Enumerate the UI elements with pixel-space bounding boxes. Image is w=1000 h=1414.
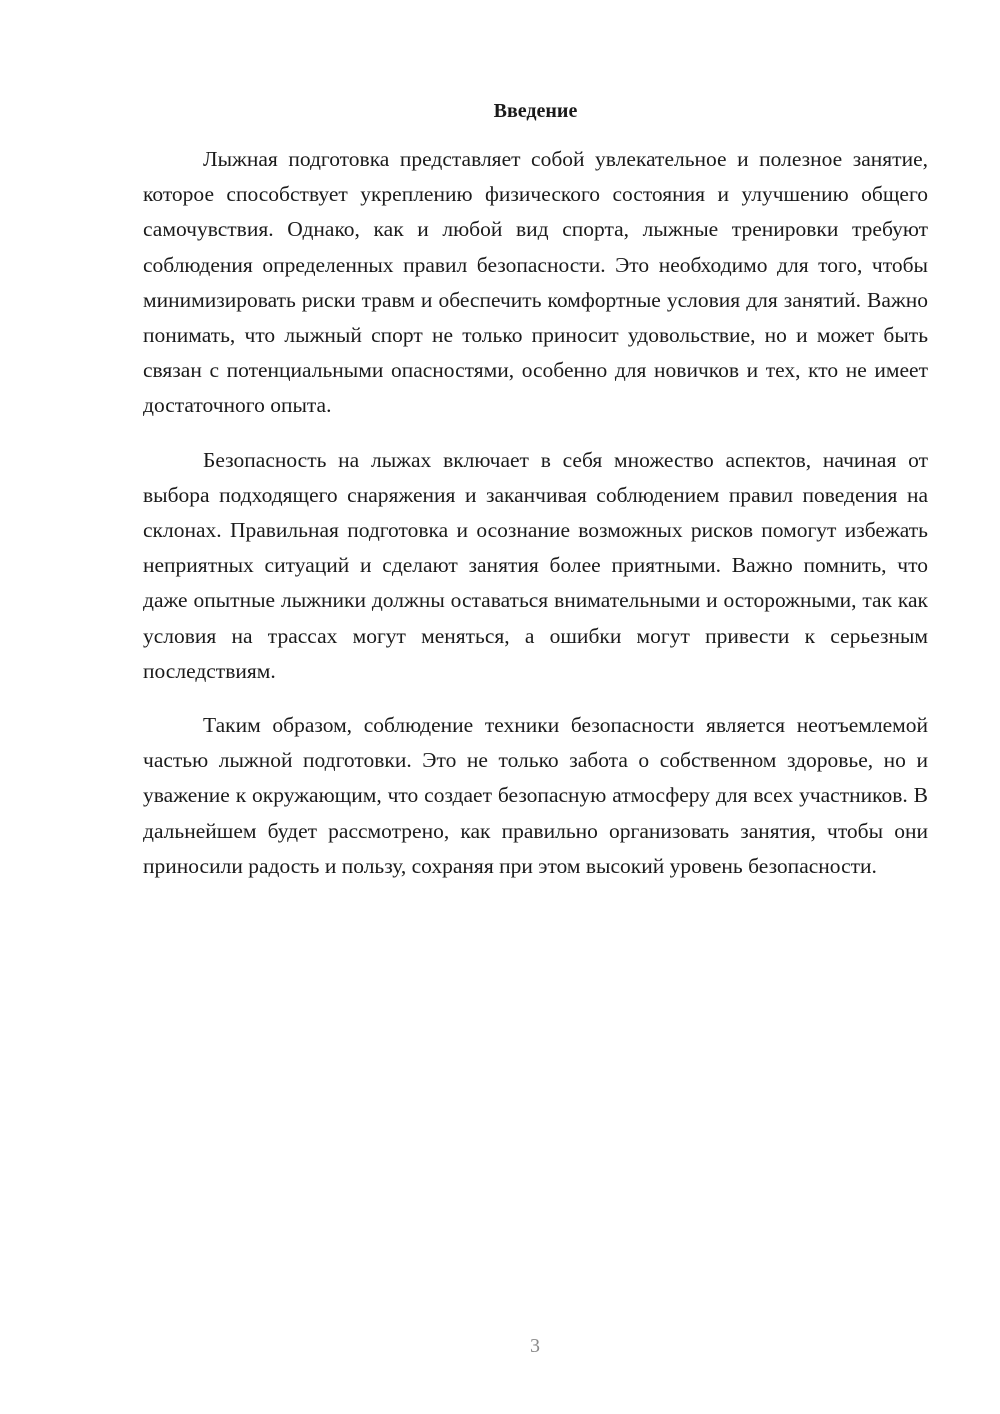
paragraph-introduction: Лыжная подготовка представляет собой увлекательное и полезное занятие, которое способствует укреплению физического состояния и улучшению общего самочувствия. Однако, как и любой вид спорта, лыжные тренировки требуют соблюдения определенных правил безопасности. Это необходимо для того, чтобы минимизировать риски травм и обеспечить комфортные условия для занятий. Важно понимать, что лыжный спорт не только приносит удовольствие, но и может быть связан с потенциальными опасностями, особенно для новичков и тех, кто не имеет достаточного опыта. xyxy=(143,147,928,418)
page-title: Введение xyxy=(493,100,578,122)
paragraph-safety-aspects: Безопасность на лыжах включает в себя множество аспектов, начиная от выбора подходящего снаряжения и заканчивая соблюдением правил поведения на склонах. Правильная подготовка и осознание возможных рисков помогут избежать неприятных ситуаций и сделают занятия более приятными. Важно помнить, что даже опытные лыжники должны оставаться внимательными и осторожными, так как условия на трассах могут меняться, а ошибки могут привести к серьезным последствиям. xyxy=(143,447,928,683)
document-body xyxy=(143,142,928,903)
paragraph-conclusion: Таким образом, соблюдение техники безопасности является неотъемлемой частью лыжной подготовки. Это не только забота о собственном здоровье, но и уважение к окружающим, что создает безопасную атмосферу для всех участников. В дальнейшем будет рассмотрено, как правильно организовать занятия, чтобы они приносили радость и пользу, сохраняя при этом высокий уровень безопасности. xyxy=(143,713,928,878)
page-number: 3 xyxy=(530,1335,540,1357)
